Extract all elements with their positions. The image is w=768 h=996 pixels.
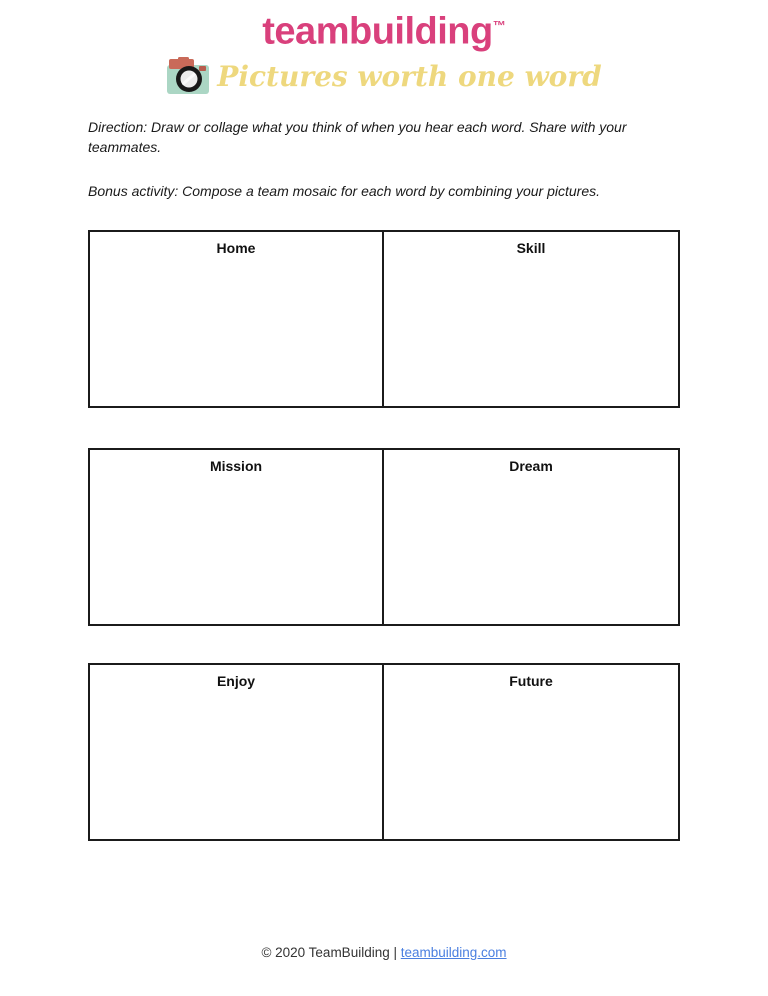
cell-label-home: Home bbox=[216, 240, 256, 256]
trademark-symbol: ™ bbox=[492, 18, 506, 33]
word-table-enjoy-future bbox=[88, 663, 680, 841]
instructions-block bbox=[88, 117, 640, 201]
cell-label-skill: Skill bbox=[516, 240, 546, 256]
cell-label-future: Future bbox=[509, 673, 553, 689]
word-table-mission-dream bbox=[88, 448, 680, 626]
copyright-text: © 2020 TeamBuilding | bbox=[261, 945, 397, 960]
worksheet-title: Pictures worth one word bbox=[217, 59, 602, 93]
drawing-cell-mission bbox=[90, 450, 384, 624]
brand-logo bbox=[0, 2, 768, 56]
drawing-cell-home bbox=[90, 232, 384, 406]
page-footer bbox=[0, 945, 768, 960]
cell-label-dream: Dream bbox=[509, 458, 553, 474]
drawing-cell-future bbox=[384, 665, 678, 839]
drawing-cell-enjoy bbox=[90, 665, 384, 839]
drawing-cell-dream bbox=[384, 450, 678, 624]
direction-text: Direction: Draw or collage what you think of when you hear each word. Share with your teammates. bbox=[88, 119, 627, 155]
worksheet-title-row bbox=[0, 54, 768, 98]
camera-icon bbox=[166, 56, 210, 96]
brand-logo-text: teambuilding bbox=[262, 10, 493, 53]
cell-label-mission: Mission bbox=[209, 458, 263, 474]
word-table-home-skill bbox=[88, 230, 680, 408]
drawing-cell-skill bbox=[384, 232, 678, 406]
cell-label-enjoy: Enjoy bbox=[216, 673, 256, 689]
teambuilding-link[interactable]: teambuilding.com bbox=[400, 945, 507, 960]
bonus-activity-text: Bonus activity: Compose a team mosaic for each word by combining your pictures. bbox=[88, 183, 601, 199]
